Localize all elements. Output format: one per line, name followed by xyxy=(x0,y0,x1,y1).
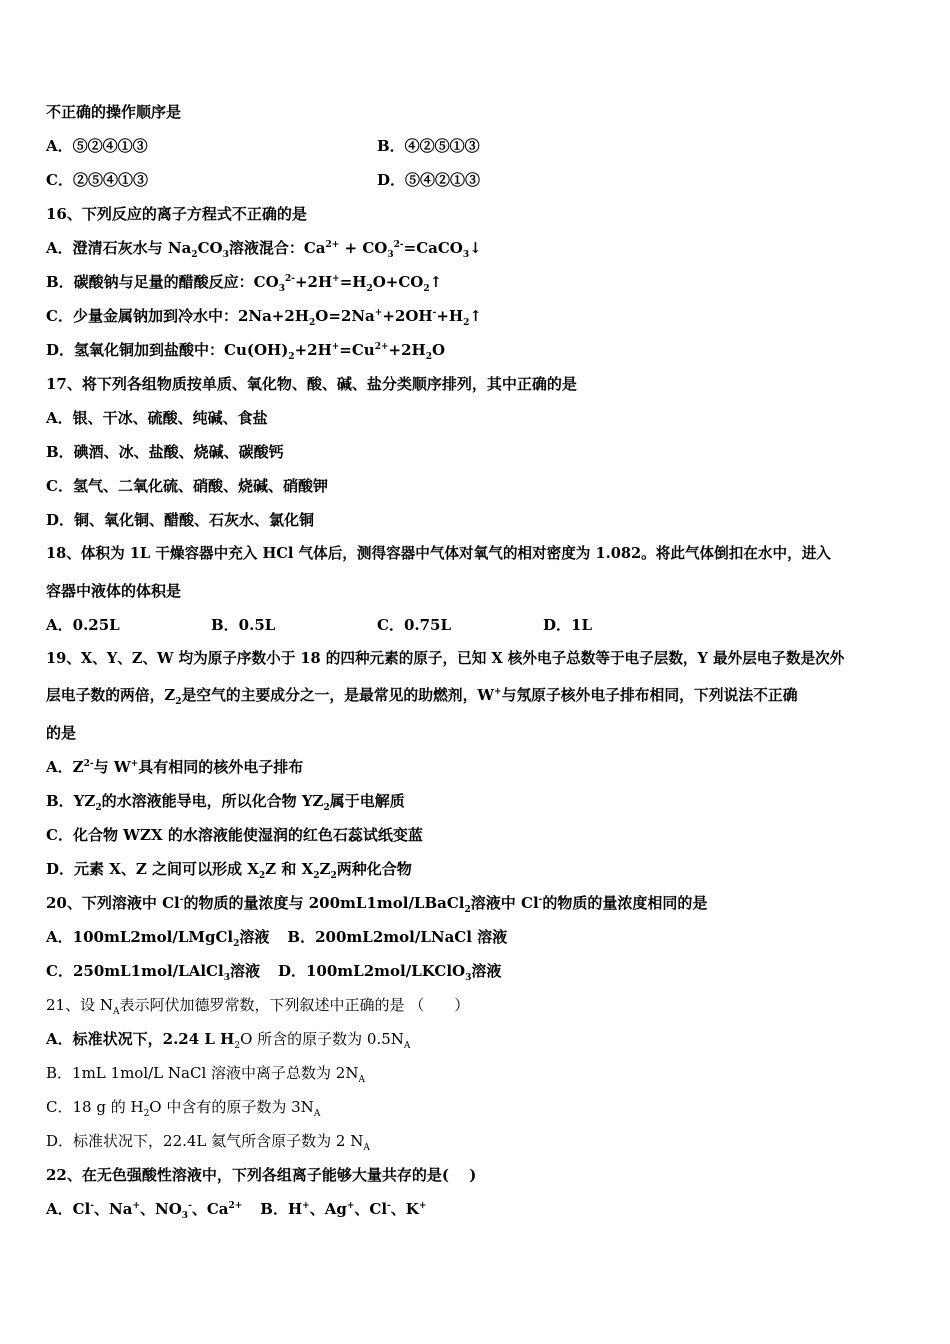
q22-option-a: A．Cl-、Na+、$NO_3^-$、$Ca^{2+}$ xyxy=(46,1200,243,1221)
q21-option-d: D．标准状况下，22.4L 氦气所含原子数为 2 $N_A$ xyxy=(46,1132,370,1153)
q15-option-c: C．②⑤④①③ xyxy=(46,171,148,189)
q19-option-a: A．$Z^{2-}$与 W+具有相同的核外电子排布 xyxy=(46,758,304,776)
q20-option-c: C．250mL1mol/LAlCl$_3$溶液 xyxy=(46,962,260,983)
q19-option-d: D．元素 X、Z 之间可以形成 $X_2Z$ 和 $X_2Z_2$两种化合物 xyxy=(46,860,412,881)
q19-stem-line2: 层电子数的两倍，$Z_2$是空气的主要成分之一，是最常见的助燃剂，W+与氖原子核外电子排布相同，下列说法不正确 xyxy=(46,687,798,707)
q18-stem-line1: 18、体积为 1L 干燥容器中充入 HCl 气体后，测得容器中气体对氧气的相对密度为 1.082。将此气体倒扣在水中，进入 xyxy=(46,545,831,562)
q22-options-ab xyxy=(46,1199,426,1219)
q22-option-b: B．H+、Ag+、Cl-、K+ xyxy=(260,1200,427,1218)
q15-stem-tail: 不正确的操作顺序是 xyxy=(46,103,182,121)
q19-stem-line1: 19、X、Y、Z、W 均为原子序数小于 18 的四种元素的原子，已知 X 核外电子总数等于电子层数，Y 最外层电子数是次外 xyxy=(46,650,845,667)
q16-option-a: A．澄清石灰水与 $Na_2CO_3$溶液混合：$Ca^{2+}$ + $CO_3^{2-}=CaCO_3↓$ xyxy=(46,239,482,260)
q21-option-a: A．标准状况下，2.24 L $H_2O$ 所含的原子数为 $0.5N_A$ xyxy=(46,1030,411,1051)
q20-option-a: A．100mL2mol/LMgCl$_2$溶液 xyxy=(46,928,270,949)
q19-option-b: B．$YZ_2$的水溶液能导电，所以化合物 $YZ_2$属于电解质 xyxy=(46,792,405,813)
q21-option-c: C．18 g 的 $H_2O$ 中含有的原子数为 $3N_A$ xyxy=(46,1098,321,1119)
q20-stem: 20、下列溶液中 Cl-的物质的量浓度与 200mL1mol/LBaCl$_2$溶液中 Cl-的物质的量浓度相同的是 xyxy=(46,894,708,915)
q17-option-a: A．银、干冰、硫酸、纯碱、食盐 xyxy=(46,409,268,427)
q21-stem: 21、设 $N_A$表示阿伏加德罗常数，下列叙述中正确的是 （ ） xyxy=(46,996,470,1017)
q17-stem: 17、将下列各组物质按单质、氧化物、酸、碱、盐分类顺序排列，其中正确的是 xyxy=(46,375,577,393)
q15-option-d: D．⑤④②①③ xyxy=(377,171,481,189)
q18-stem-line2: 容器中液体的体积是 xyxy=(46,582,182,600)
q21-option-b: B．1mL 1mol/L NaCl 溶液中离子总数为 $2N_A$ xyxy=(46,1064,365,1085)
q20-options-ab xyxy=(46,927,507,947)
q15-option-b: B．④②⑤①③ xyxy=(377,137,480,155)
q22-stem: 22、在无色强酸性溶液中，下列各组离子能够大量共存的是( ) xyxy=(46,1166,477,1184)
q17-option-c: C．氢气、二氧化硫、硝酸、烧碱、硝酸钾 xyxy=(46,477,328,495)
q18-option-a: A．0.25L xyxy=(46,616,120,634)
q16-stem: 16、下列反应的离子方程式不正确的是 xyxy=(46,205,307,223)
q16-option-b: B．碳酸钠与足量的醋酸反应：$CO_3^{2-}+2H^+=H_2O+CO_2↑$ xyxy=(46,273,443,294)
q20-option-d: D．100mL2mol/LKClO$_3$溶液 xyxy=(277,962,502,983)
q18-option-c: C．0.75L xyxy=(377,616,452,634)
q18-option-d: D．1L xyxy=(543,616,592,634)
q19-option-c: C．化合物 WZX 的水溶液能使湿润的红色石蕊试纸变蓝 xyxy=(46,826,423,844)
q18-option-b: B．0.5L xyxy=(211,616,276,634)
q20-option-b: B．200mL2mol/LNaCl 溶液 xyxy=(287,928,508,946)
q17-option-d: D．铜、氧化铜、醋酸、石灰水、氯化铜 xyxy=(46,511,315,529)
q16-option-d: D．氢氧化铜加到盐酸中：$Cu(OH)_2+2H^+=Cu^{2+}+2H_2O$ xyxy=(46,341,446,362)
q19-stem-line3: 的是 xyxy=(46,724,77,742)
q15-option-a: A．⑤②④①③ xyxy=(46,137,148,155)
q16-option-c: C．少量金属钠加到冷水中：$2Na+2H_2O=2Na^++2OH^-+H_2↑$ xyxy=(46,307,482,328)
q17-option-b: B．碘酒、冰、盐酸、烧碱、碳酸钙 xyxy=(46,443,284,461)
q20-options-cd xyxy=(46,961,501,981)
